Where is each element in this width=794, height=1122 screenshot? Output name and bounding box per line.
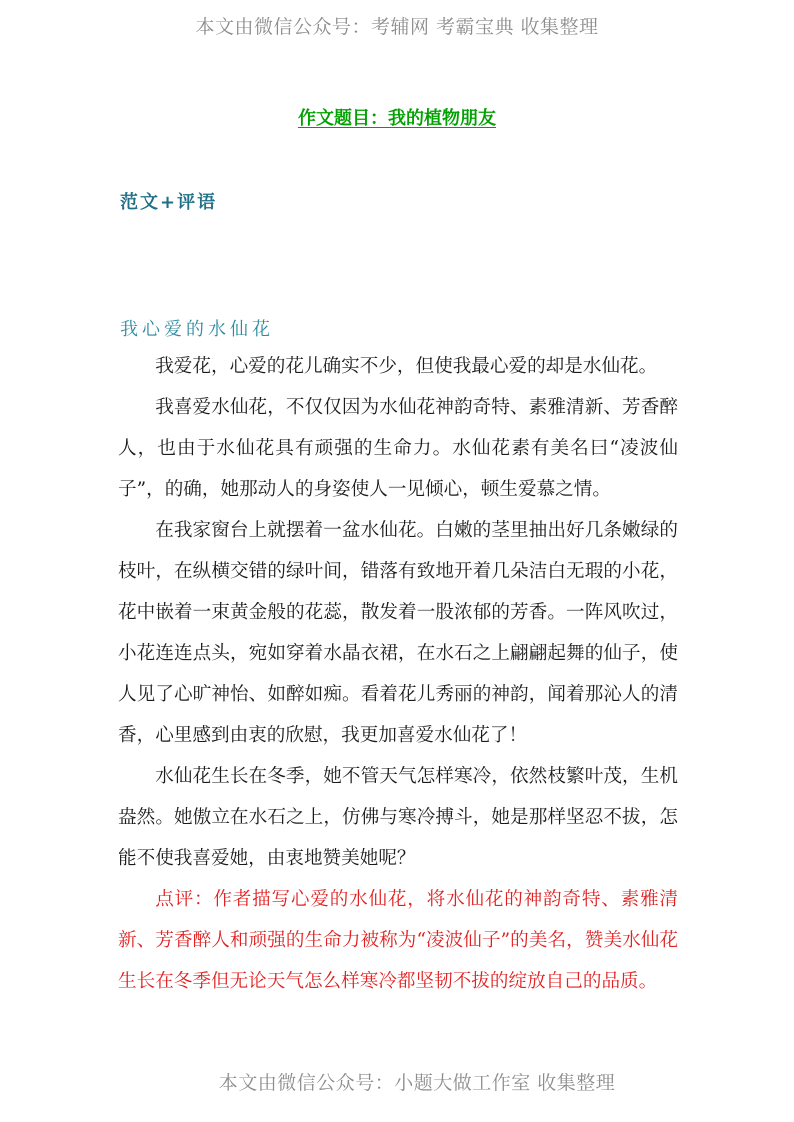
header-watermark-note: 本文由微信公众号：考辅网 考霸宝典 收集整理 [195,16,599,38]
essay-paragraph-4: 水仙花生长在冬季，她不管天气怎样寒冷，依然枝繁叶茂，生机盎然。她傲立在水石之上，仿佛与寒冷搏斗，她是那样坚忍不拔，怎能不使我喜爱她，由衷地赞美她呢？ [118,766,678,869]
essay-comment: 点评：作者描写心爱的水仙花，将水仙花的神韵奇特、素雅清新、芳香醉人和顽强的生命力被称为“凌波仙子”的美名，赞美水仙花生长在冬季但无论天气怎么样寒冷都坚韧不拔的绽放自己的品质。 [118,889,678,992]
essay-title: 我心爱的水仙花 [120,319,274,340]
section-label: 范文+评语 [120,192,218,213]
essay-body [118,346,678,1002]
essay-paragraph-3: 在我家窗台上就摆着一盆水仙花。白嫩的茎里抽出好几条嫩绿的枝叶，在纵横交错的绿叶间，错落有致地开着几朵洁白无瑕的小花，花中嵌着一束黄金般的花蕊，散发着一股浓郁的芳香。一阵风吹过，小花连连点头，宛如穿着水晶衣裙，在水石之上翩翩起舞的仙子，使人见了心旷神怡、如醉如痴。看着花儿秀丽的神韵，闻着那沁人的清香，心里感到由衷的欣慰，我更加喜爱水仙花了！ [118,520,678,746]
document-title: 作文题目：我的植物朋友 [298,108,496,129]
essay-paragraph-1: 我爱花，心爱的花儿确实不少，但使我最心爱的却是水仙花。 [155,356,658,377]
essay-paragraph-2: 我喜爱水仙花，不仅仅因为水仙花神韵奇特、素雅清新、芳香醉人，也由于水仙花具有顽强的生命力。水仙花素有美名曰“凌波仙子”，的确，她那动人的身姿使人一见倾心，顿生爱慕之情。 [118,397,678,500]
footer-watermark-note: 本文由微信公众号：小题大做工作室 收集整理 [218,1072,616,1094]
